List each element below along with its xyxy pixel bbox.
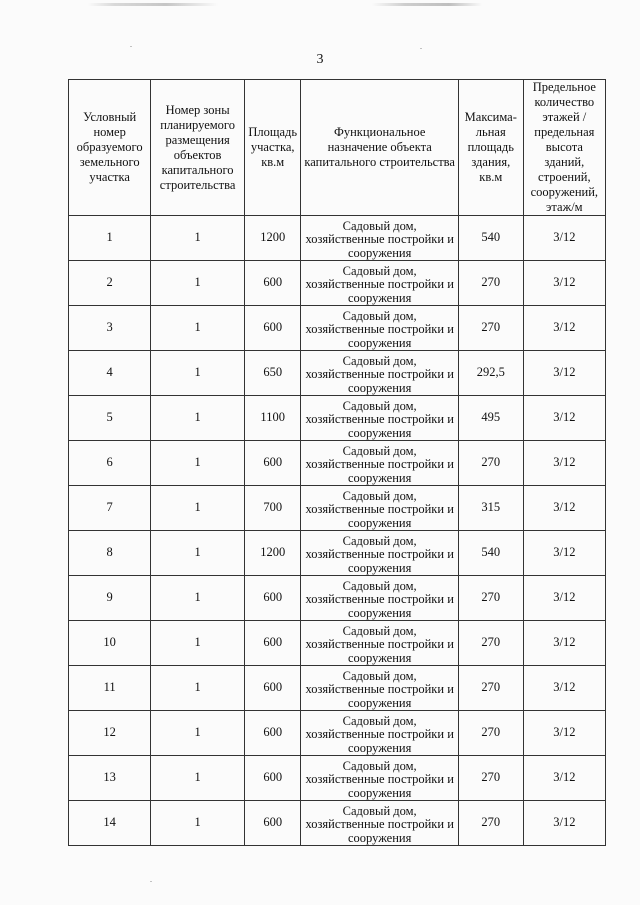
cell-max-building-area: 270 (458, 576, 523, 621)
cell-functional-purpose: Садовый дом, хозяйственные постройки и сооружения (301, 576, 458, 621)
cell-zone-number: 1 (151, 576, 245, 621)
cell-functional-purpose: Садовый дом, хозяйственные постройки и сооружения (301, 621, 458, 666)
cell-functional-purpose: Садовый дом, хозяйственные постройки и сооружения (301, 396, 458, 441)
header-plot-number: Условный номер образуемого земельного участка (69, 80, 151, 216)
table-row (69, 396, 606, 441)
header-plot-area: Площадь участка, кв.м (244, 80, 301, 216)
cell-plot-area: 600 (244, 306, 301, 351)
cell-functional-purpose: Садовый дом, хозяйственные постройки и сооружения (301, 531, 458, 576)
cell-max-building-area: 270 (458, 441, 523, 486)
cell-max-building-area: 495 (458, 396, 523, 441)
cell-max-building-area: 270 (458, 621, 523, 666)
cell-zone-number: 1 (151, 261, 245, 306)
cell-plot-area: 1100 (244, 396, 301, 441)
table-row (69, 216, 606, 261)
scan-speck (420, 48, 422, 49)
cell-floors-height-limit: 3/12 (523, 621, 605, 666)
cell-functional-purpose: Садовый дом, хозяйственные постройки и сооружения (301, 756, 458, 801)
cell-plot-number: 13 (69, 756, 151, 801)
cell-plot-area: 600 (244, 261, 301, 306)
cell-max-building-area: 270 (458, 756, 523, 801)
cell-plot-area: 650 (244, 351, 301, 396)
header-max-building-area: Максима-льная площадь здания, кв.м (458, 80, 523, 216)
table-row (69, 756, 606, 801)
cell-plot-number: 5 (69, 396, 151, 441)
cell-functional-purpose: Садовый дом, хозяйственные постройки и сооружения (301, 711, 458, 756)
cell-zone-number: 1 (151, 441, 245, 486)
cell-plot-number: 6 (69, 441, 151, 486)
cell-floors-height-limit: 3/12 (523, 711, 605, 756)
land-plots-table (68, 79, 606, 846)
cell-floors-height-limit: 3/12 (523, 396, 605, 441)
cell-plot-area: 600 (244, 441, 301, 486)
cell-plot-number: 11 (69, 666, 151, 711)
cell-plot-area: 600 (244, 576, 301, 621)
cell-plot-number: 3 (69, 306, 151, 351)
cell-plot-number: 7 (69, 486, 151, 531)
table-row (69, 576, 606, 621)
cell-max-building-area: 270 (458, 801, 523, 846)
cell-plot-area: 600 (244, 756, 301, 801)
cell-plot-area: 600 (244, 801, 301, 846)
cell-floors-height-limit: 3/12 (523, 216, 605, 261)
scan-artifact (88, 3, 218, 6)
cell-zone-number: 1 (151, 801, 245, 846)
cell-floors-height-limit: 3/12 (523, 306, 605, 351)
cell-max-building-area: 270 (458, 261, 523, 306)
cell-floors-height-limit: 3/12 (523, 351, 605, 396)
cell-plot-area: 700 (244, 486, 301, 531)
cell-functional-purpose: Садовый дом, хозяйственные постройки и сооружения (301, 306, 458, 351)
header-floors-height-limit: Предельное количество этажей / предельная высота зданий, строений, сооружений, этаж/м (523, 80, 605, 216)
table-row (69, 711, 606, 756)
cell-functional-purpose: Садовый дом, хозяйственные постройки и сооружения (301, 441, 458, 486)
cell-zone-number: 1 (151, 531, 245, 576)
scan-speck (130, 46, 132, 47)
cell-plot-area: 1200 (244, 531, 301, 576)
cell-zone-number: 1 (151, 711, 245, 756)
cell-functional-purpose: Садовый дом, хозяйственные постройки и сооружения (301, 801, 458, 846)
cell-plot-number: 2 (69, 261, 151, 306)
cell-functional-purpose: Садовый дом, хозяйственные постройки и сооружения (301, 351, 458, 396)
cell-functional-purpose: Садовый дом, хозяйственные постройки и сооружения (301, 666, 458, 711)
cell-zone-number: 1 (151, 396, 245, 441)
cell-zone-number: 1 (151, 621, 245, 666)
cell-functional-purpose: Садовый дом, хозяйственные постройки и сооружения (301, 261, 458, 306)
cell-max-building-area: 292,5 (458, 351, 523, 396)
table-row (69, 261, 606, 306)
cell-plot-number: 9 (69, 576, 151, 621)
cell-plot-number: 12 (69, 711, 151, 756)
table-row (69, 486, 606, 531)
cell-zone-number: 1 (151, 216, 245, 261)
cell-plot-area: 600 (244, 621, 301, 666)
cell-floors-height-limit: 3/12 (523, 531, 605, 576)
cell-plot-number: 8 (69, 531, 151, 576)
cell-floors-height-limit: 3/12 (523, 801, 605, 846)
table-row (69, 666, 606, 711)
page-number: 3 (316, 52, 324, 67)
cell-plot-area: 1200 (244, 216, 301, 261)
cell-plot-area: 600 (244, 711, 301, 756)
cell-floors-height-limit: 3/12 (523, 441, 605, 486)
cell-max-building-area: 315 (458, 486, 523, 531)
table-header-row (69, 80, 606, 216)
table-row (69, 801, 606, 846)
scan-speck (150, 881, 152, 882)
table-row (69, 621, 606, 666)
header-zone-number: Номер зоны планируемого размещения объектов капитального строительства (151, 80, 245, 216)
header-functional-purpose: Функциональное назначение объекта капитального строительства (301, 80, 458, 216)
cell-floors-height-limit: 3/12 (523, 666, 605, 711)
cell-plot-number: 10 (69, 621, 151, 666)
cell-functional-purpose: Садовый дом, хозяйственные постройки и сооружения (301, 216, 458, 261)
cell-max-building-area: 270 (458, 306, 523, 351)
cell-floors-height-limit: 3/12 (523, 261, 605, 306)
table-row (69, 441, 606, 486)
cell-zone-number: 1 (151, 486, 245, 531)
cell-plot-number: 1 (69, 216, 151, 261)
cell-zone-number: 1 (151, 351, 245, 396)
cell-max-building-area: 540 (458, 216, 523, 261)
cell-max-building-area: 270 (458, 711, 523, 756)
cell-functional-purpose: Садовый дом, хозяйственные постройки и сооружения (301, 486, 458, 531)
table-row (69, 531, 606, 576)
cell-max-building-area: 540 (458, 531, 523, 576)
table-row (69, 351, 606, 396)
cell-zone-number: 1 (151, 756, 245, 801)
table-body (69, 216, 606, 846)
cell-floors-height-limit: 3/12 (523, 486, 605, 531)
cell-plot-area: 600 (244, 666, 301, 711)
cell-max-building-area: 270 (458, 666, 523, 711)
cell-zone-number: 1 (151, 666, 245, 711)
cell-plot-number: 4 (69, 351, 151, 396)
cell-zone-number: 1 (151, 306, 245, 351)
cell-floors-height-limit: 3/12 (523, 756, 605, 801)
scan-artifact (372, 3, 482, 6)
cell-floors-height-limit: 3/12 (523, 576, 605, 621)
cell-plot-number: 14 (69, 801, 151, 846)
table-row (69, 306, 606, 351)
